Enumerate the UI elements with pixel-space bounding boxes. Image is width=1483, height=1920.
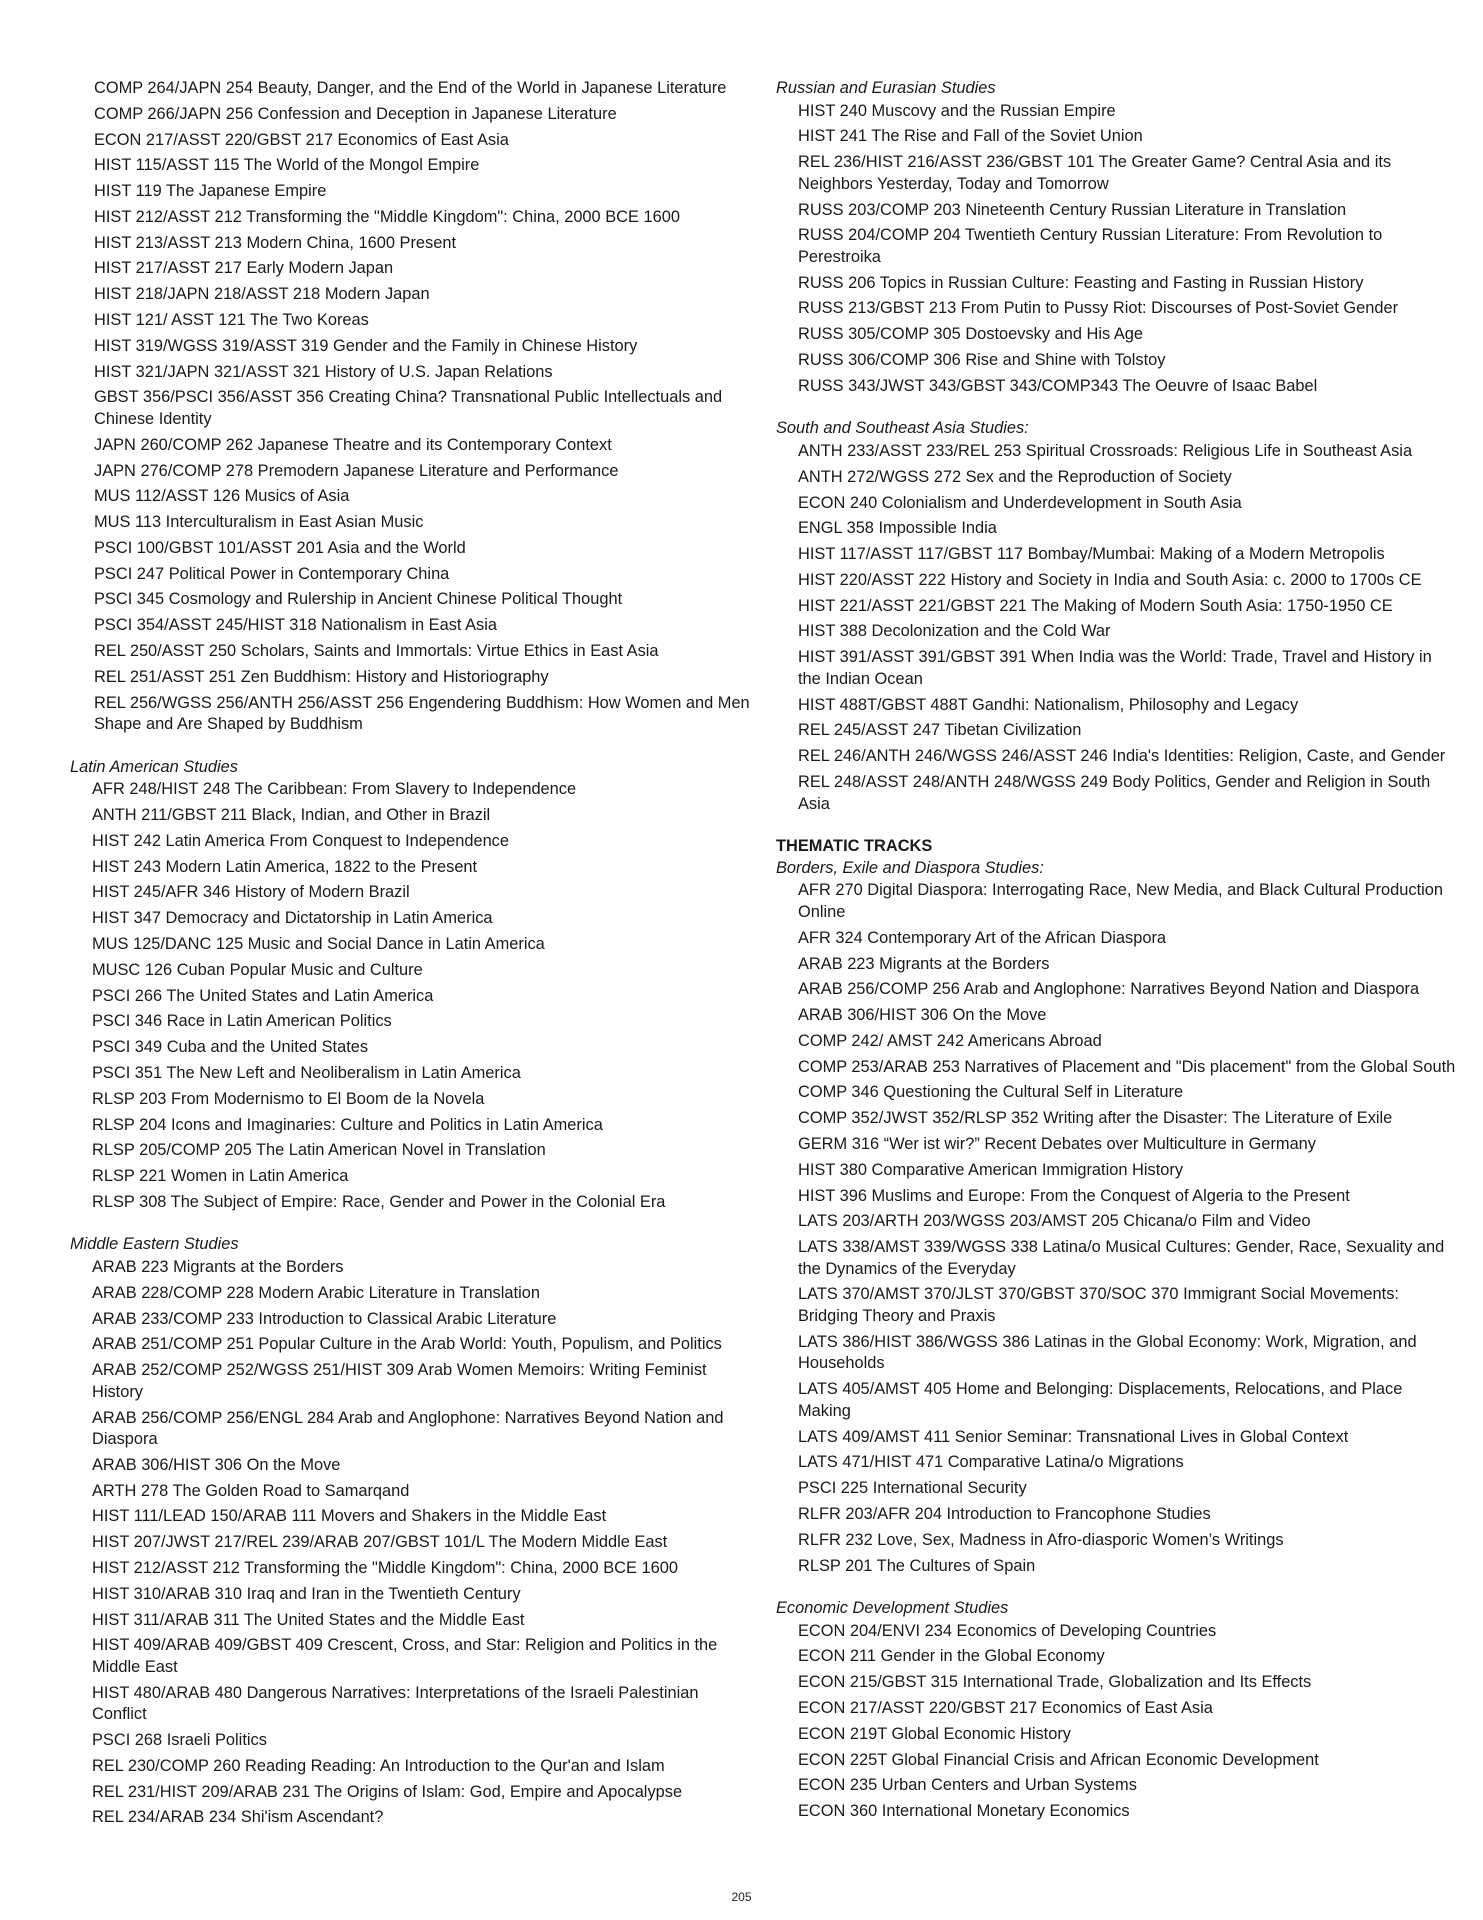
- course-item: HIST 121/ ASST 121 The Two Koreas: [94, 311, 369, 330]
- course-item: ECON 217/ASST 220/GBST 217 Economics of East Asia: [94, 130, 509, 149]
- course-item: RLFR 232 Love, Sex, Madness in Afro-diasporic Women’s Writings: [798, 1530, 1284, 1549]
- course-item: HIST 218/JAPN 218/ASST 218 Modern Japan: [94, 285, 430, 304]
- course-item: PSCI 349 Cuba and the United States: [92, 1038, 369, 1057]
- course-item: MUS 125/DANC 125 Music and Social Dance in Latin America: [92, 935, 545, 954]
- course-item: LATS 203/ARTH 203/WGSS 203/AMST 205 Chicana/o Film and Video: [798, 1212, 1311, 1231]
- course-item: ENGL 358 Impossible India: [798, 519, 997, 538]
- course-item: COMP 242/ AMST 242 Americans Abroad: [798, 1031, 1102, 1050]
- course-item: RUSS 343/JWST 343/GBST 343/COMP343 The Oeuvre of Isaac Babel: [798, 376, 1318, 395]
- section-russian-and-eurasian-studies: [776, 78, 1456, 397]
- course-list: [70, 1257, 750, 1829]
- course-item: HIST 240 Muscovy and the Russian Empire: [798, 101, 1116, 120]
- course-item: HIST 207/JWST 217/REL 239/ARAB 207/GBST 101/L The Modern Middle East: [92, 1533, 668, 1552]
- course-item: HIST 310/ARAB 310 Iraq and Iran in the Twentieth Century: [92, 1584, 521, 1603]
- section-heading: Russian and Eurasian Studies: [776, 79, 996, 97]
- course-item: JAPN 260/COMP 262 Japanese Theatre and its Contemporary Context: [94, 435, 612, 454]
- course-item: ANTH 272/WGSS 272 Sex and the Reproduction of Society: [798, 467, 1232, 486]
- course-item: HIST 245/AFR 346 History of Modern Brazil: [92, 883, 410, 902]
- course-list: [776, 1621, 1456, 1823]
- course-item: RLSP 221 Women in Latin America: [92, 1167, 349, 1186]
- course-item: ARAB 251/COMP 251 Popular Culture in the Arab World: Youth, Populism, and Politics: [92, 1335, 722, 1354]
- course-item: ECON 204/ENVI 234 Economics of Developing Countries: [798, 1621, 1217, 1640]
- course-item: ANTH 233/ASST 233/REL 253 Spiritual Crossroads: Religious Life in Southeast Asia: [798, 442, 1413, 460]
- course-item: HIST 213/ASST 213 Modern China, 1600 Present: [94, 233, 457, 252]
- course-item: HIST 391/ASST 391/GBST 391 When India was the World: Trade, Travel and History in the Indian Ocean: [798, 648, 1432, 688]
- course-item: RLSP 204 Icons and Imaginaries: Culture and Politics in Latin America: [92, 1115, 603, 1134]
- course-item: GERM 316 “Wer ist wir?” Recent Debates over Multiculture in Germany: [798, 1134, 1316, 1153]
- course-item: REL 248/ASST 248/ANTH 248/WGSS 249 Body Politics, Gender and Religion in South Asia: [798, 772, 1431, 813]
- course-item: PSCI 345 Cosmology and Rulership in Ancient Chinese Political Thought: [94, 590, 623, 609]
- section-south-and-southeast-asia-studies: [776, 418, 1456, 815]
- course-item: PSCI 247 Political Power in Contemporary China: [94, 564, 450, 583]
- course-item: ARAB 252/COMP 252/WGSS 251/HIST 309 Arab Women Memoirs: Writing Feminist History: [92, 1361, 707, 1401]
- course-item: PSCI 266 The United States and Latin America: [92, 986, 434, 1005]
- course-item: HIST 347 Democracy and Dictatorship in Latin America: [92, 909, 493, 928]
- course-item: HIST 117/ASST 117/GBST 117 Bombay/Mumbai: Making of a Modern Metropolis: [798, 545, 1385, 564]
- course-item: MUSC 126 Cuban Popular Music and Culture: [92, 960, 423, 979]
- course-item: RUSS 213/GBST 213 From Putin to Pussy Riot: Discourses of Post-Soviet Gender: [798, 299, 1399, 318]
- course-list: [776, 101, 1456, 398]
- course-list: [776, 880, 1456, 1577]
- course-item: REL 256/WGSS 256/ANTH 256/ASST 256 Engendering Buddhism: How Women and Men Shape and Are Shaped by Buddhism: [94, 693, 750, 734]
- course-item: RLSP 201 The Cultures of Spain: [798, 1556, 1036, 1575]
- thematic-sections: [776, 858, 1456, 1823]
- course-item: LATS 386/HIST 386/WGSS 386 Latinas in the Global Economy: Work, Migration, and Households: [798, 1332, 1417, 1373]
- course-item: REL 246/ANTH 246/WGSS 246/ASST 246 India's Identities: Religion, Caste, and Gender: [798, 747, 1446, 766]
- course-item: ARAB 223 Migrants at the Borders: [798, 954, 1050, 973]
- course-item: HIST 111/LEAD 150/ARAB 111 Movers and Shakers in the Middle East: [92, 1507, 607, 1526]
- course-item: PSCI 351 The New Left and Neoliberalism in Latin America: [92, 1063, 521, 1082]
- course-item: HIST 311/ARAB 311 The United States and the Middle East: [92, 1610, 525, 1629]
- course-item: PSCI 346 Race in Latin American Politics: [92, 1012, 392, 1031]
- section-heading: Economic Development Studies: [776, 1599, 1009, 1618]
- course-item: ECON 215/GBST 315 International Trade, Globalization and Its Effects: [798, 1673, 1312, 1692]
- course-item: MUS 112/ASST 126 Musics of Asia: [94, 487, 350, 506]
- course-item: HIST 480/ARAB 480 Dangerous Narratives: Interpretations of the Israeli Palestinian Conflict: [92, 1683, 699, 1724]
- course-item: HIST 241 The Rise and Fall of the Soviet Union: [798, 127, 1143, 146]
- course-item: ARAB 233/COMP 233 Introduction to Classical Arabic Literature: [92, 1309, 557, 1328]
- course-item: REL 231/HIST 209/ARAB 231 The Origins of Islam: God, Empire and Apocalypse: [92, 1782, 683, 1801]
- course-item: REL 230/COMP 260 Reading Reading: An Introduction to the Qur'an and Islam: [92, 1756, 665, 1775]
- course-item: AFR 324 Contemporary Art of the African Diaspora: [798, 928, 1167, 947]
- course-item: RLSP 308 The Subject of Empire: Race, Gender and Power in the Colonial Era: [92, 1192, 666, 1211]
- course-item: HIST 388 Decolonization and the Cold War: [798, 622, 1111, 641]
- course-item: HIST 115/ASST 115 The World of the Mongol Empire: [94, 156, 480, 175]
- regional-sections: [776, 78, 1456, 815]
- course-item: HIST 409/ARAB 409/GBST 409 Crescent, Cross, and Star: Religion and Politics in the Middle East: [92, 1636, 718, 1676]
- course-item: HIST 212/ASST 212 Transforming the "Middle Kingdom": China, 2000 BCE 1600: [92, 1559, 678, 1578]
- course-item: REL 245/ASST 247 Tibetan Civilization: [798, 721, 1082, 740]
- course-item: LATS 405/AMST 405 Home and Belonging: Displacements, Relocations, and Place Making: [798, 1380, 1403, 1420]
- course-item: COMP 346 Questioning the Cultural Self in Literature: [798, 1083, 1184, 1102]
- course-item: HIST 220/ASST 222 History and Society in India and South Asia: c. 2000 to 1700s CE: [798, 570, 1422, 589]
- course-item: HIST 242 Latin America From Conquest to Independence: [92, 831, 509, 850]
- course-item: REL 251/ASST 251 Zen Buddhism: History and Historiography: [94, 667, 549, 686]
- thematic-tracks: [776, 836, 1456, 1823]
- section-economic-development-studies: [776, 1598, 1456, 1823]
- section-heading: Latin American Studies: [70, 757, 238, 776]
- course-item: ARAB 228/COMP 228 Modern Arabic Literature in Translation: [92, 1283, 540, 1302]
- course-item: JAPN 276/COMP 278 Premodern Japanese Literature and Performance: [94, 461, 619, 480]
- section-heading: Middle Eastern Studies: [70, 1235, 239, 1254]
- section-middle-eastern-studies: [70, 1234, 750, 1829]
- course-item: HIST 212/ASST 212 Transforming the "Middle Kingdom": China, 2000 BCE 1600: [94, 207, 680, 226]
- course-item: RLSP 203 From Modernismo to El Boom de la Novela: [92, 1089, 485, 1108]
- section-borders-exile-and-diaspora-studies: [776, 858, 1456, 1577]
- course-item: ARAB 306/HIST 306 On the Move: [798, 1006, 1047, 1025]
- course-item: LATS 338/AMST 339/WGSS 338 Latina/o Musical Cultures: Gender, Race, Sexuality and the Dynamics of the Everyday: [798, 1238, 1445, 1278]
- course-item: PSCI 268 Israeli Politics: [92, 1731, 267, 1750]
- course-item: COMP 266/JAPN 256 Confession and Deception in Japanese Literature: [94, 104, 617, 123]
- course-item: ECON 240 Colonialism and Underdevelopment in South Asia: [798, 493, 1242, 512]
- course-item: REL 234/ARAB 234 Shi'ism Ascendant?: [92, 1808, 384, 1827]
- course-item: ARAB 306/HIST 306 On the Move: [92, 1455, 341, 1474]
- course-item: ECON 219T Global Economic History: [798, 1724, 1071, 1743]
- course-item: AFR 248/HIST 248 The Caribbean: From Slavery to Independence: [92, 780, 577, 799]
- course-item: ECON 211 Gender in the Global Economy: [798, 1647, 1105, 1666]
- course-item: RUSS 203/COMP 203 Nineteenth Century Russian Literature in Translation: [798, 200, 1347, 219]
- course-item: RUSS 306/COMP 306 Rise and Shine with Tolstoy: [798, 351, 1166, 370]
- course-item: ECON 217/ASST 220/GBST 217 Economics of East Asia: [798, 1699, 1213, 1718]
- course-item: COMP 352/JWST 352/RLSP 352 Writing after the Disaster: The Literature of Exile: [798, 1109, 1393, 1128]
- course-item: LATS 409/AMST 411 Senior Seminar: Transnational Lives in Global Context: [798, 1427, 1349, 1446]
- course-item: HIST 319/WGSS 319/ASST 319 Gender and the Family in Chinese History: [94, 336, 638, 355]
- course-list: [70, 779, 750, 1213]
- course-item: HIST 396 Muslims and Europe: From the Conquest of Algeria to the Present: [798, 1186, 1350, 1205]
- course-item: HIST 243 Modern Latin America, 1822 to the Present: [92, 857, 478, 876]
- course-item: REL 236/HIST 216/ASST 236/GBST 101 The Greater Game? Central Asia and its Neighbors Yesterday, Today and Tomorrow: [798, 153, 1392, 193]
- course-item: RUSS 305/COMP 305 Dostoevsky and His Age: [798, 325, 1143, 344]
- section-latin-american-studies: [70, 757, 750, 1214]
- course-item: RLFR 203/AFR 204 Introduction to Francophone Studies: [798, 1504, 1211, 1523]
- course-item: LATS 370/AMST 370/JLST 370/GBST 370/SOC 370 Immigrant Social Movements: Bridging Theory and Praxis: [798, 1285, 1399, 1326]
- course-list: [776, 441, 1456, 815]
- course-item: HIST 217/ASST 217 Early Modern Japan: [94, 259, 394, 278]
- page-number: 205: [731, 1890, 752, 1904]
- course-item: PSCI 225 International Security: [798, 1479, 1027, 1498]
- track-title: THEMATIC TRACKS: [776, 837, 933, 856]
- course-item: RUSS 204/COMP 204 Twentieth Century Russian Literature: From Revolution to Perestroika: [798, 226, 1383, 266]
- course-item: HIST 488T/GBST 488T Gandhi: Nationalism, Philosophy and Legacy: [798, 695, 1299, 714]
- course-item: ARTH 278 The Golden Road to Samarqand: [92, 1481, 410, 1500]
- course-item: HIST 321/JAPN 321/ASST 321 History of U.S. Japan Relations: [94, 362, 553, 381]
- course-item: RLSP 205/COMP 205 The Latin American Novel in Translation: [92, 1141, 546, 1160]
- section-heading: Borders, Exile and Diaspora Studies:: [776, 858, 1044, 877]
- section-courses: [70, 78, 750, 736]
- course-item: ECON 235 Urban Centers and Urban Systems: [798, 1776, 1137, 1795]
- course-item: ECON 360 International Monetary Economics: [798, 1802, 1130, 1821]
- course-item: ANTH 211/GBST 211 Black, Indian, and Other in Brazil: [92, 806, 491, 825]
- right-column: [776, 78, 1456, 1844]
- left-column: [70, 78, 750, 1850]
- course-item: COMP 264/JAPN 254 Beauty, Danger, and the End of the World in Japanese Literature: [94, 79, 727, 97]
- course-item: RUSS 206 Topics in Russian Culture: Feasting and Fasting in Russian History: [798, 273, 1364, 292]
- course-item: PSCI 354/ASST 245/HIST 318 Nationalism in East Asia: [94, 616, 497, 635]
- course-item: MUS 113 Interculturalism in East Asian Music: [94, 513, 424, 532]
- course-item: ARAB 256/COMP 256/ENGL 284 Arab and Anglophone: Narratives Beyond Nation and Diaspora: [92, 1408, 724, 1449]
- course-item: ECON 225T Global Financial Crisis and African Economic Development: [798, 1750, 1319, 1769]
- course-list: [70, 78, 750, 736]
- course-item: COMP 253/ARAB 253 Narratives of Placement and "Dis placement" from the Global South: [798, 1057, 1456, 1076]
- section-heading: South and Southeast Asia Studies:: [776, 419, 1029, 438]
- course-item: ARAB 256/COMP 256 Arab and Anglophone: Narratives Beyond Nation and Diaspora: [798, 980, 1420, 999]
- course-item: AFR 270 Digital Diaspora: Interrogating Race, New Media, and Black Cultural Production Online: [798, 881, 1444, 921]
- course-item: PSCI 100/GBST 101/ASST 201 Asia and the World: [94, 538, 466, 557]
- course-item: REL 250/ASST 250 Scholars, Saints and Immortals: Virtue Ethics in East Asia: [94, 642, 659, 660]
- course-item: HIST 221/ASST 221/GBST 221 The Making of Modern South Asia: 1750-1950 CE: [798, 596, 1393, 615]
- course-item: GBST 356/PSCI 356/ASST 356 Creating China? Transnational Public Intellectuals and Chinese Identity: [94, 388, 723, 428]
- course-item: HIST 119 The Japanese Empire: [94, 182, 327, 201]
- course-item: HIST 380 Comparative American Immigration History: [798, 1160, 1184, 1179]
- course-item: LATS 471/HIST 471 Comparative Latina/o Migrations: [798, 1453, 1184, 1472]
- course-item: ARAB 223 Migrants at the Borders: [92, 1258, 344, 1277]
